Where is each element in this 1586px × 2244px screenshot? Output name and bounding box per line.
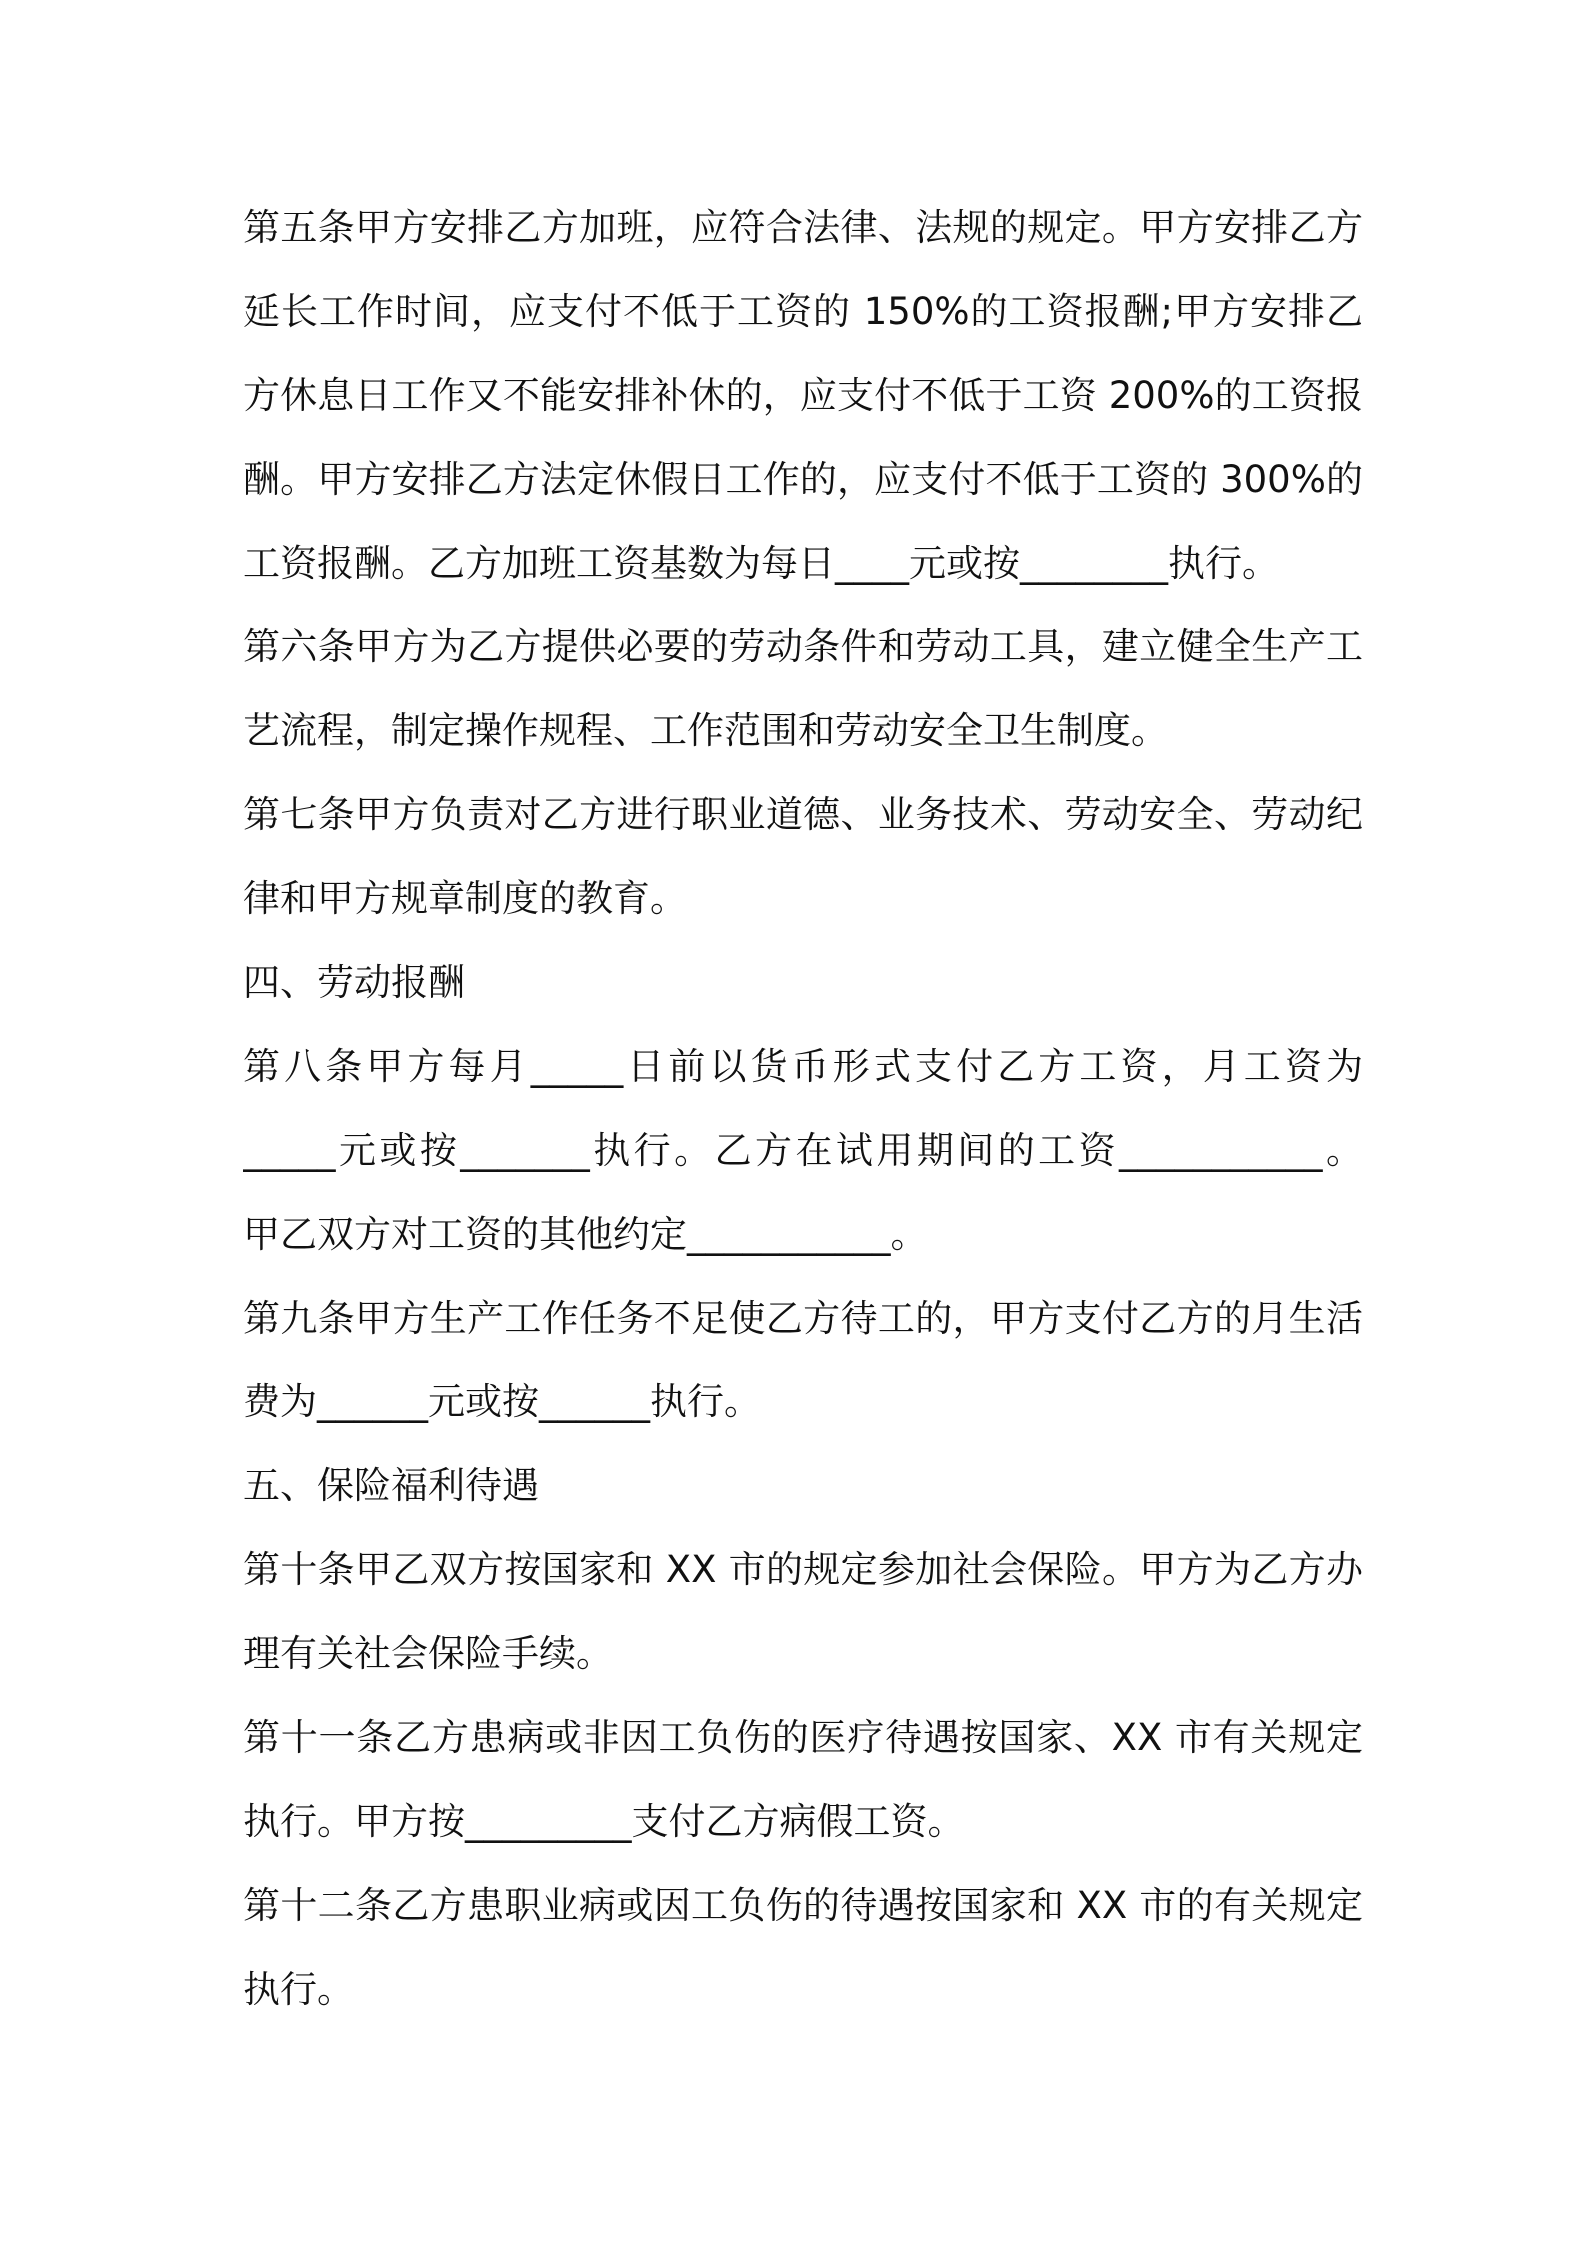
text-line: 方休息日工作又不能安排补休的，应支付不低于工资 200%的工资报 <box>243 374 1363 417</box>
text-line: 第七条甲方负责对乙方进行职业道德、业务技术、劳动安全、劳动纪 <box>243 793 1363 836</box>
section-heading: 五、保险福利待遇 <box>243 1464 539 1507</box>
text-line: 第五条甲方安排乙方加班，应符合法律、法规的规定。甲方安排乙方 <box>243 206 1363 249</box>
text-line: 第十一条乙方患病或非因工负伤的医疗待遇按国家、XX 市有关规定 <box>243 1716 1363 1759</box>
text-line: 延长工作时间，应支付不低于工资的 150%的工资报酬;甲方安排乙 <box>243 290 1363 333</box>
section-heading: 四、劳动报酬 <box>243 961 465 1004</box>
text-line: 酬。甲方安排乙方法定休假日工作的，应支付不低于工资的 300%的 <box>243 458 1363 501</box>
text-line: 工资报酬。乙方加班工资基数为每日____元或按________执行。 <box>243 542 1279 585</box>
text-line: 第十条甲乙双方按国家和 XX 市的规定参加社会保险。甲方为乙方办 <box>243 1548 1363 1591</box>
text-line: 执行。甲方按_________支付乙方病假工资。 <box>243 1800 965 1843</box>
text-line: 第八条甲方每月_____日前以货币形式支付乙方工资，月工资为 <box>243 1045 1363 1088</box>
text-line: 第九条甲方生产工作任务不足使乙方待工的，甲方支付乙方的月生活 <box>243 1297 1363 1340</box>
text-line: 费为______元或按______执行。 <box>243 1380 761 1423</box>
text-line: 甲乙双方对工资的其他约定___________。 <box>243 1213 928 1256</box>
text-line: 第六条甲方为乙方提供必要的劳动条件和劳动工具，建立健全生产工 <box>243 625 1363 668</box>
text-line: 理有关社会保险手续。 <box>243 1632 613 1675</box>
text-line: 第十二条乙方患职业病或因工负伤的待遇按国家和 XX 市的有关规定 <box>243 1884 1363 1927</box>
text-line: 艺流程，制定操作规程、工作范围和劳动安全卫生制度。 <box>243 709 1168 752</box>
text-line: 律和甲方规章制度的教育。 <box>243 877 687 920</box>
text-line: 执行。 <box>243 1968 354 2011</box>
text-line: _____元或按_______执行。乙方在试用期间的工资___________。 <box>243 1129 1363 1172</box>
